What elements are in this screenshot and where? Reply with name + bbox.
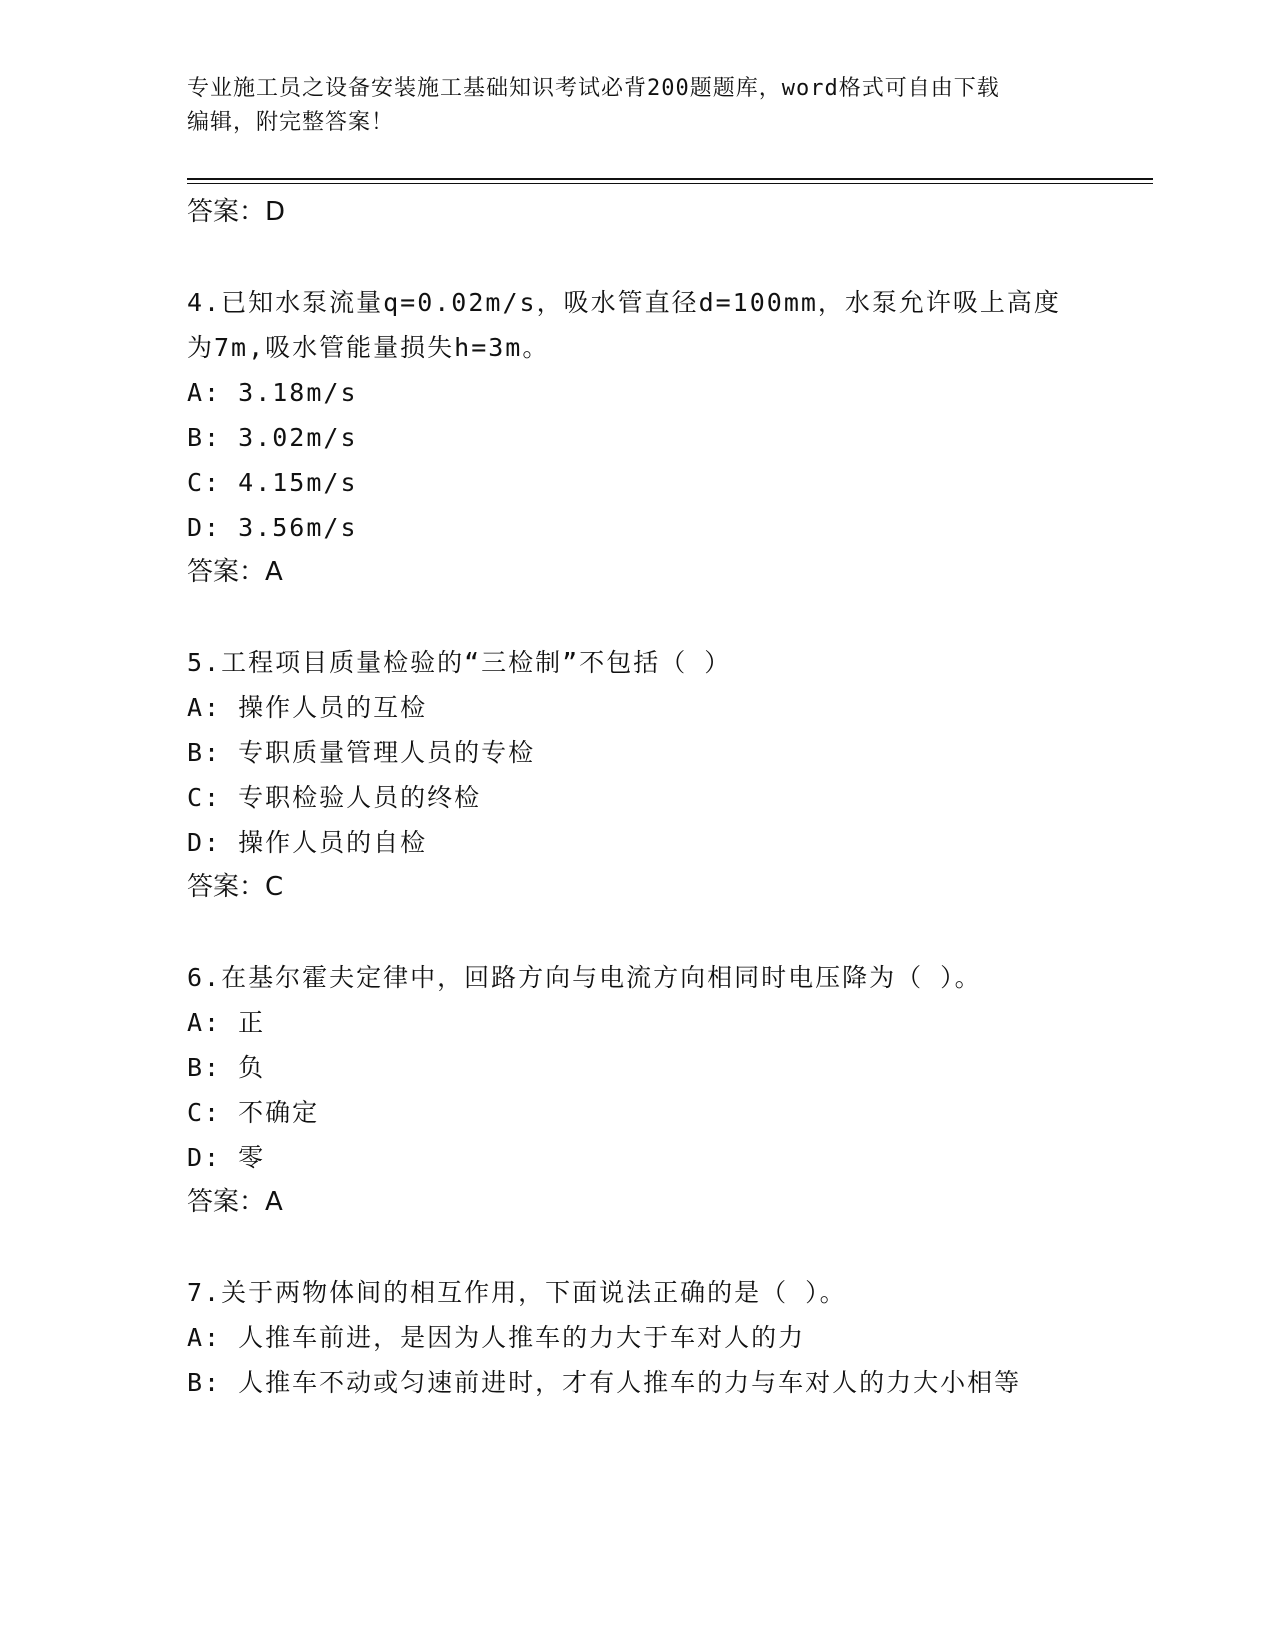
spacer bbox=[187, 909, 1153, 955]
spacer bbox=[187, 594, 1153, 640]
spacer bbox=[187, 234, 1153, 280]
option-b: B: 专职质量管理人员的专检 bbox=[187, 738, 536, 767]
previous-answer: 答案：D bbox=[187, 197, 286, 227]
question-stem: 4.已知水泵流量q=0.02m/s，吸水管直径d=100mm，水泵允许吸上高度 bbox=[187, 288, 1061, 317]
question-5 bbox=[187, 640, 1153, 909]
header-line-2: 编辑，附完整答案！ bbox=[187, 110, 395, 135]
question-stem: 5.工程项目质量检验的“三检制”不包括（ ） bbox=[187, 648, 732, 677]
option-c: C: 不确定 bbox=[187, 1098, 320, 1127]
header-divider-thick bbox=[187, 178, 1153, 180]
option-a: A: 正 bbox=[187, 1008, 266, 1037]
question-stem: 7.关于两物体间的相互作用，下面说法正确的是（ ）。 bbox=[187, 1278, 847, 1307]
option-b: B: 负 bbox=[187, 1053, 266, 1082]
spacer bbox=[187, 1224, 1153, 1270]
question-stem: 6.在基尔霍夫定律中，回路方向与电流方向相同时电压降为（ ）。 bbox=[187, 963, 982, 992]
header-line-1: 专业施工员之设备安装施工基础知识考试必背200题题库，word格式可自由下载 bbox=[187, 76, 1000, 101]
document-header bbox=[187, 72, 1067, 140]
question-stem-cont: 为7m,吸水管能量损失h=3m。 bbox=[187, 333, 550, 362]
option-d: D: 零 bbox=[187, 1143, 266, 1172]
question-7 bbox=[187, 1270, 1153, 1405]
question-6 bbox=[187, 955, 1153, 1224]
answer: 答案：C bbox=[187, 872, 284, 902]
answer: 答案：A bbox=[187, 557, 283, 587]
answer: 答案：A bbox=[187, 1187, 283, 1217]
option-c: C: 专职检验人员的终检 bbox=[187, 783, 482, 812]
option-a: A: 操作人员的互检 bbox=[187, 693, 428, 722]
question-4 bbox=[187, 280, 1153, 594]
question-list bbox=[187, 190, 1153, 1405]
option-d: D: 操作人员的自检 bbox=[187, 828, 428, 857]
option-b: B: 3.02m/s bbox=[187, 423, 358, 452]
option-c: C: 4.15m/s bbox=[187, 468, 358, 497]
option-a: A: 3.18m/s bbox=[187, 378, 358, 407]
option-b: B: 人推车不动或匀速前进时，才有人推车的力与车对人的力大小相等 bbox=[187, 1368, 1022, 1397]
header-divider-thin bbox=[187, 183, 1153, 184]
option-d: D: 3.56m/s bbox=[187, 513, 358, 542]
option-a: A: 人推车前进，是因为人推车的力大于车对人的力 bbox=[187, 1323, 806, 1352]
